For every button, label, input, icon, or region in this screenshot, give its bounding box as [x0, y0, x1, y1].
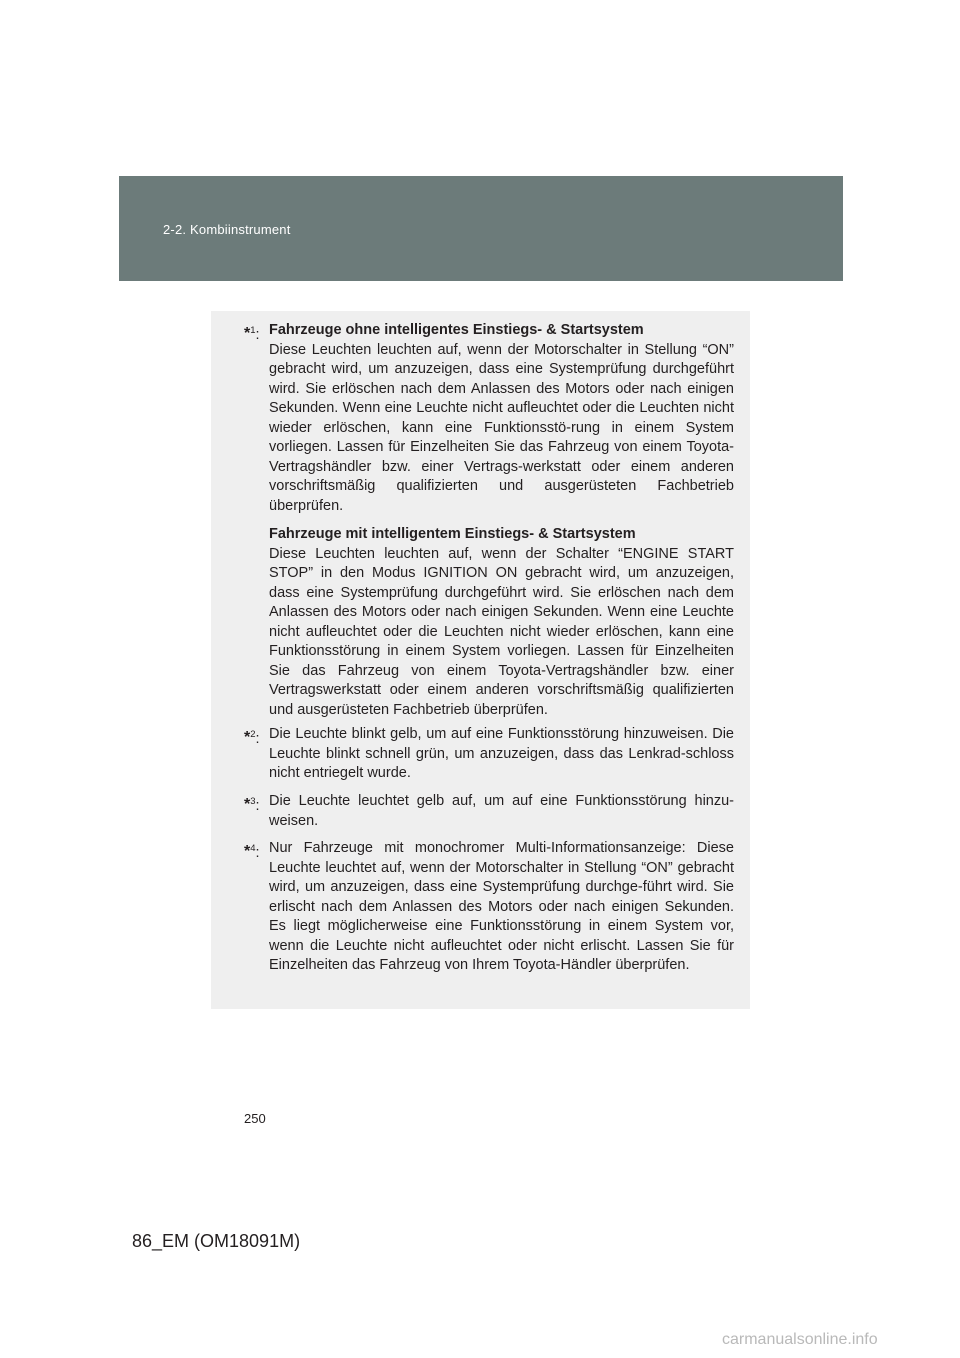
footnote-number: 2: [250, 729, 256, 740]
footnote-paragraph: Die Leuchte leuchtet gelb auf, um auf eine Funktionsstörung hinzu-weisen.: [269, 793, 734, 829]
footnote-number: 1: [250, 325, 256, 336]
footnote-4: [244, 839, 734, 976]
footnote-1: [244, 321, 734, 720]
footnote-heading: Fahrzeuge mit intelligentem Einstiegs- & Startsystem: [269, 526, 636, 542]
asterisk-mark: *: [244, 729, 251, 746]
footnote-marker: *$^1$:: [244, 325, 260, 343]
chapter-header-band: [119, 176, 843, 281]
footnote-number: 4: [250, 843, 256, 854]
footnote-text: [269, 839, 734, 976]
footnote-paragraph: Die Leuchte blinkt gelb, um auf eine Funktionsstörung hinzuweisen. Die Leuchte blinkt schnell grün, um anzuzeigen, dass das Lenkrad-schloss nicht entriegelt wurde.: [269, 726, 734, 781]
asterisk-mark: *: [244, 325, 251, 342]
footnote-text: [269, 321, 734, 720]
section-title: 2-2. Kombiinstrument: [163, 222, 291, 237]
watermark: carmanualsonline.info: [722, 1331, 878, 1348]
footnote-paragraph: Diese Leuchten leuchten auf, wenn der Motorschalter in Stellung “ON” gebracht wird, um anzuzeigen, dass eine Systemprüfung durchgeführt wird. Sie erlöschen nach dem Anlassen des Motors oder nach einigen Sekunden. Wenn eine Leuchte nicht aufleuchtet oder die Leuchten nicht wieder erlöschen, kann eine Funktionsstö-rung in einem System vorliegen. Lassen für Einzelheiten Sie das Fahrzeug von einem Toyota-Vertragshändler bzw. einer Vertrags-werkstatt oder einem anderen vorschriftsmäßig qualifizierten und ausgerüsteten Fachbetrieb überprüfen.: [269, 341, 734, 514]
asterisk-mark: *: [244, 796, 251, 813]
page-number: 250: [244, 1111, 266, 1126]
footnote-marker: *$^2$:: [244, 729, 260, 747]
footnote-number: 3: [250, 796, 256, 807]
footnote-marker: *$^4$:: [244, 843, 260, 861]
footnote-text: [269, 792, 734, 831]
footnote-text: [269, 725, 734, 784]
footnote-paragraph: Nur Fahrzeuge mit monochromer Multi-Informationsanzeige: Diese Leuchte leuchtet auf, wenn der Motorschalter in Stellung “ON” gebracht wird, um anzuzeigen, dass eine Systemprüfung durchge-führt wird. Sie erlischt nach dem Anlassen des Motors oder nach einigen Sekunden. Es liegt möglicherweise eine Funktionsstörung in einem System vor, wenn die Leuchte nicht aufleuchtet oder nicht erlischt. Lassen Sie für Einzelheiten das Fahrzeug von Ihrem Toyota-Händler überprüfen.: [269, 840, 734, 973]
document-code: 86_EM (OM18091M): [132, 1231, 301, 1251]
footnote-3: [244, 792, 734, 831]
footnote-2: [244, 725, 734, 784]
footnote-heading: Fahrzeuge ohne intelligentes Einstiegs- & Startsystem: [269, 322, 644, 338]
footnote-paragraph: Diese Leuchten leuchten auf, wenn der Schalter “ENGINE START STOP” in den Modus IGNITION ON gebracht wird, um anzuzeigen, dass eine Systemprüfung durchgeführt wird. Sie erlöschen nach dem Anlassen des Motors oder nach einigen Sekunden. Wenn eine Leuchte nicht aufleuchtet oder die Leuchten nicht wieder erlöschen, kann eine Funktionsstörung in einem System vorliegen. Lassen für Einzelheiten Sie das Fahrzeug von einem Toyota-Vertragshändler bzw. einer Vertragswerkstatt oder einem anderen vorschriftsmäßig qualifizierten und ausgerüsteten Fachbetrieb überprüfen.: [269, 545, 734, 718]
footnote-box: [211, 311, 750, 1009]
footnote-marker: *$^3$:: [244, 796, 260, 814]
asterisk-mark: *: [244, 843, 251, 860]
